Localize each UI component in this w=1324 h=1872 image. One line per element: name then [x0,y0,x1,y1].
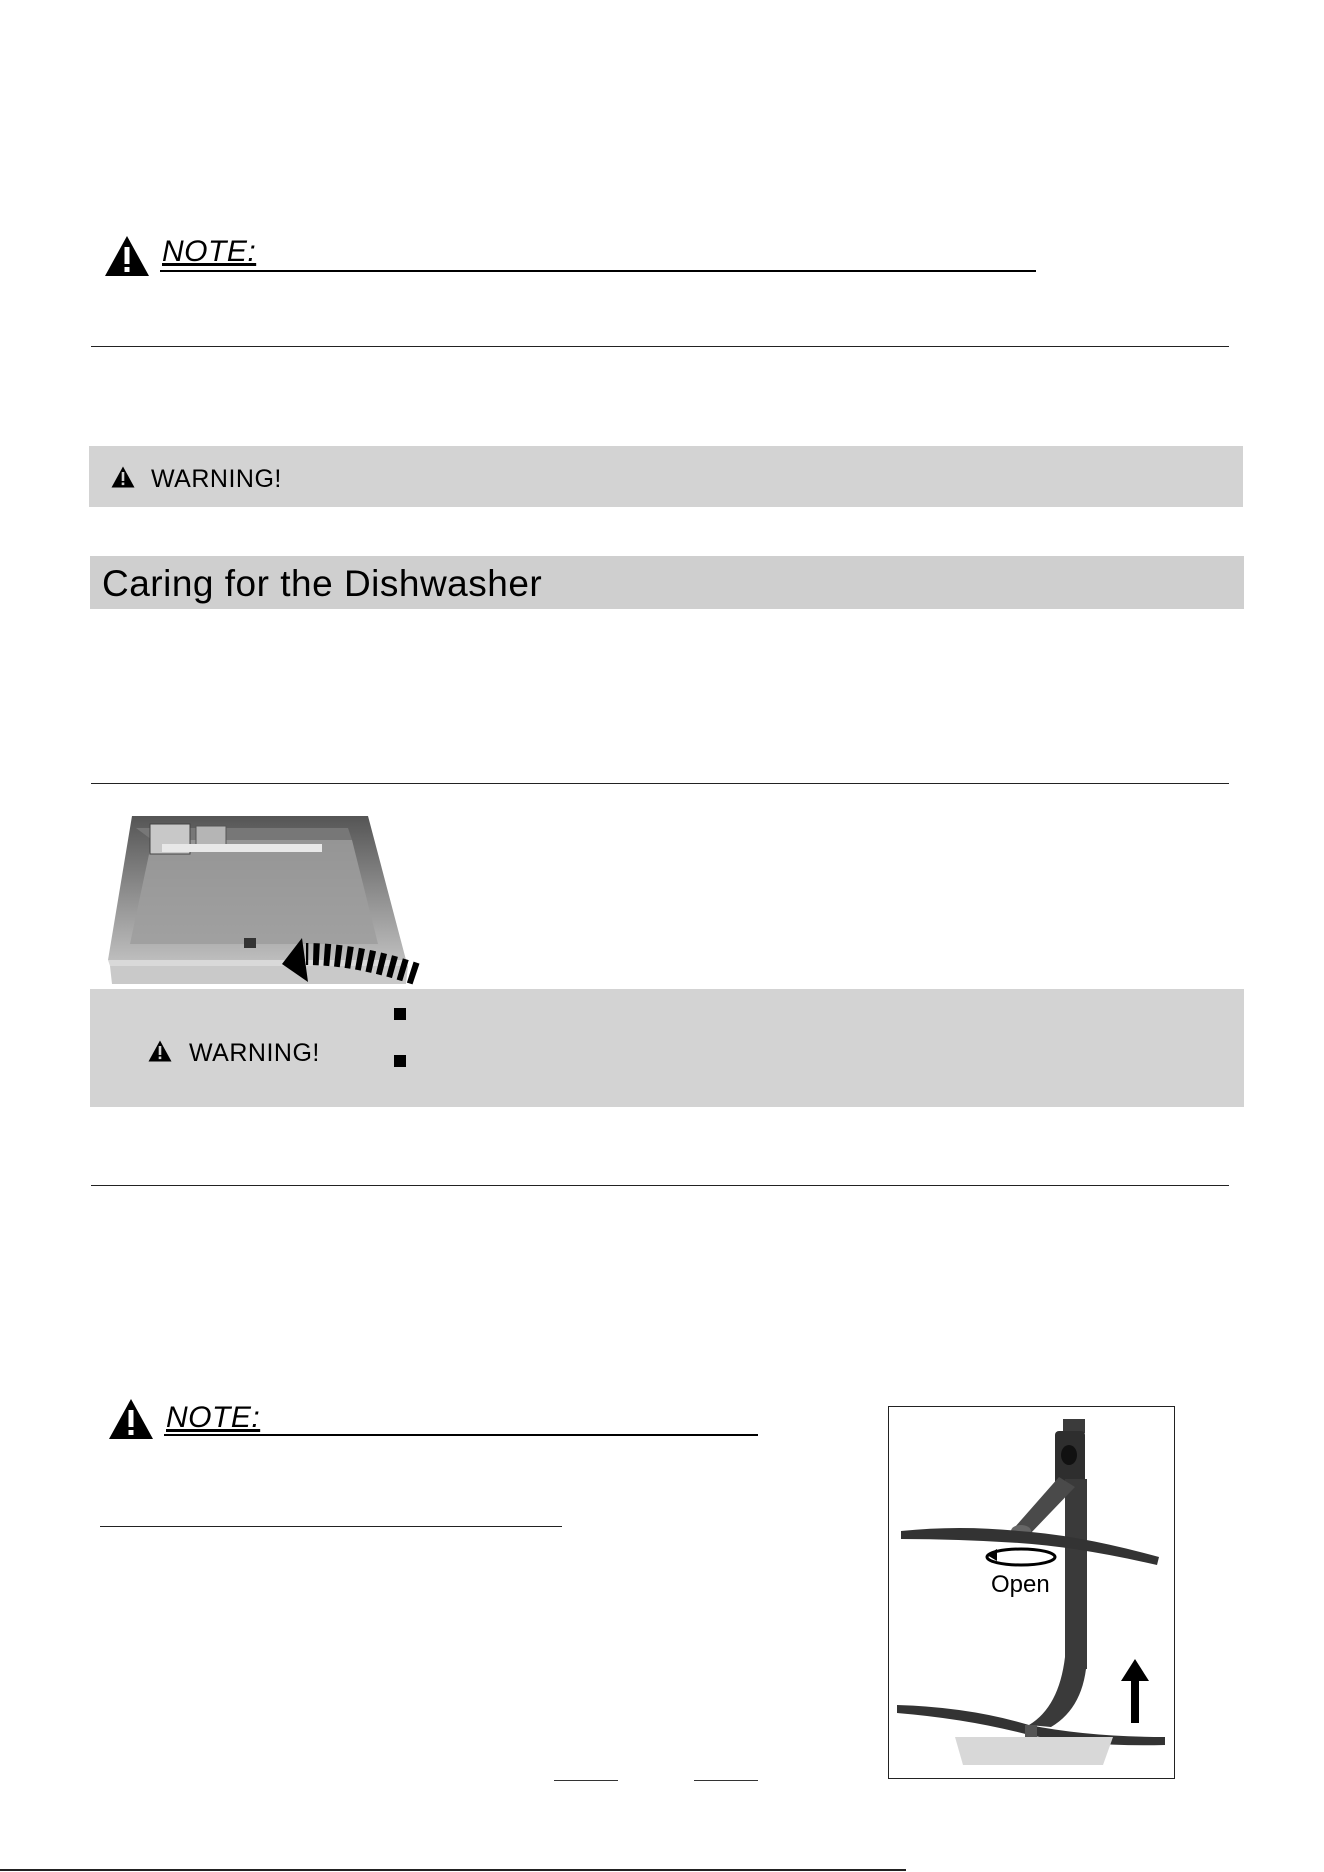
note-heading: NOTE: [162,235,257,268]
underline-stub [554,1780,618,1781]
note-heading: NOTE: [166,1401,261,1434]
underline-stub [694,1780,758,1781]
section-title: Caring for the Dishwasher [102,563,543,604]
note-underline [164,1434,758,1436]
dishwasher-interior-photo [106,814,426,994]
square-bullet-icon [394,1055,406,1067]
note-underline [160,270,1036,272]
divider-line [91,783,1229,784]
spray-arm-figure [888,1406,1175,1779]
warning-triangle-icon [108,1398,154,1440]
open-label: Open [991,1571,1050,1598]
warning-triangle-icon [111,466,135,488]
warning-label: WARNING! [151,465,282,493]
divider-line [91,1185,1229,1186]
warning-triangle-icon [104,235,150,277]
divider-line [91,346,1229,347]
warning-triangle-icon [148,1040,172,1062]
square-bullet-icon [394,1008,406,1020]
warning-label: WARNING! [189,1039,320,1067]
divider-line [100,1526,562,1527]
footer-line [0,1869,906,1871]
